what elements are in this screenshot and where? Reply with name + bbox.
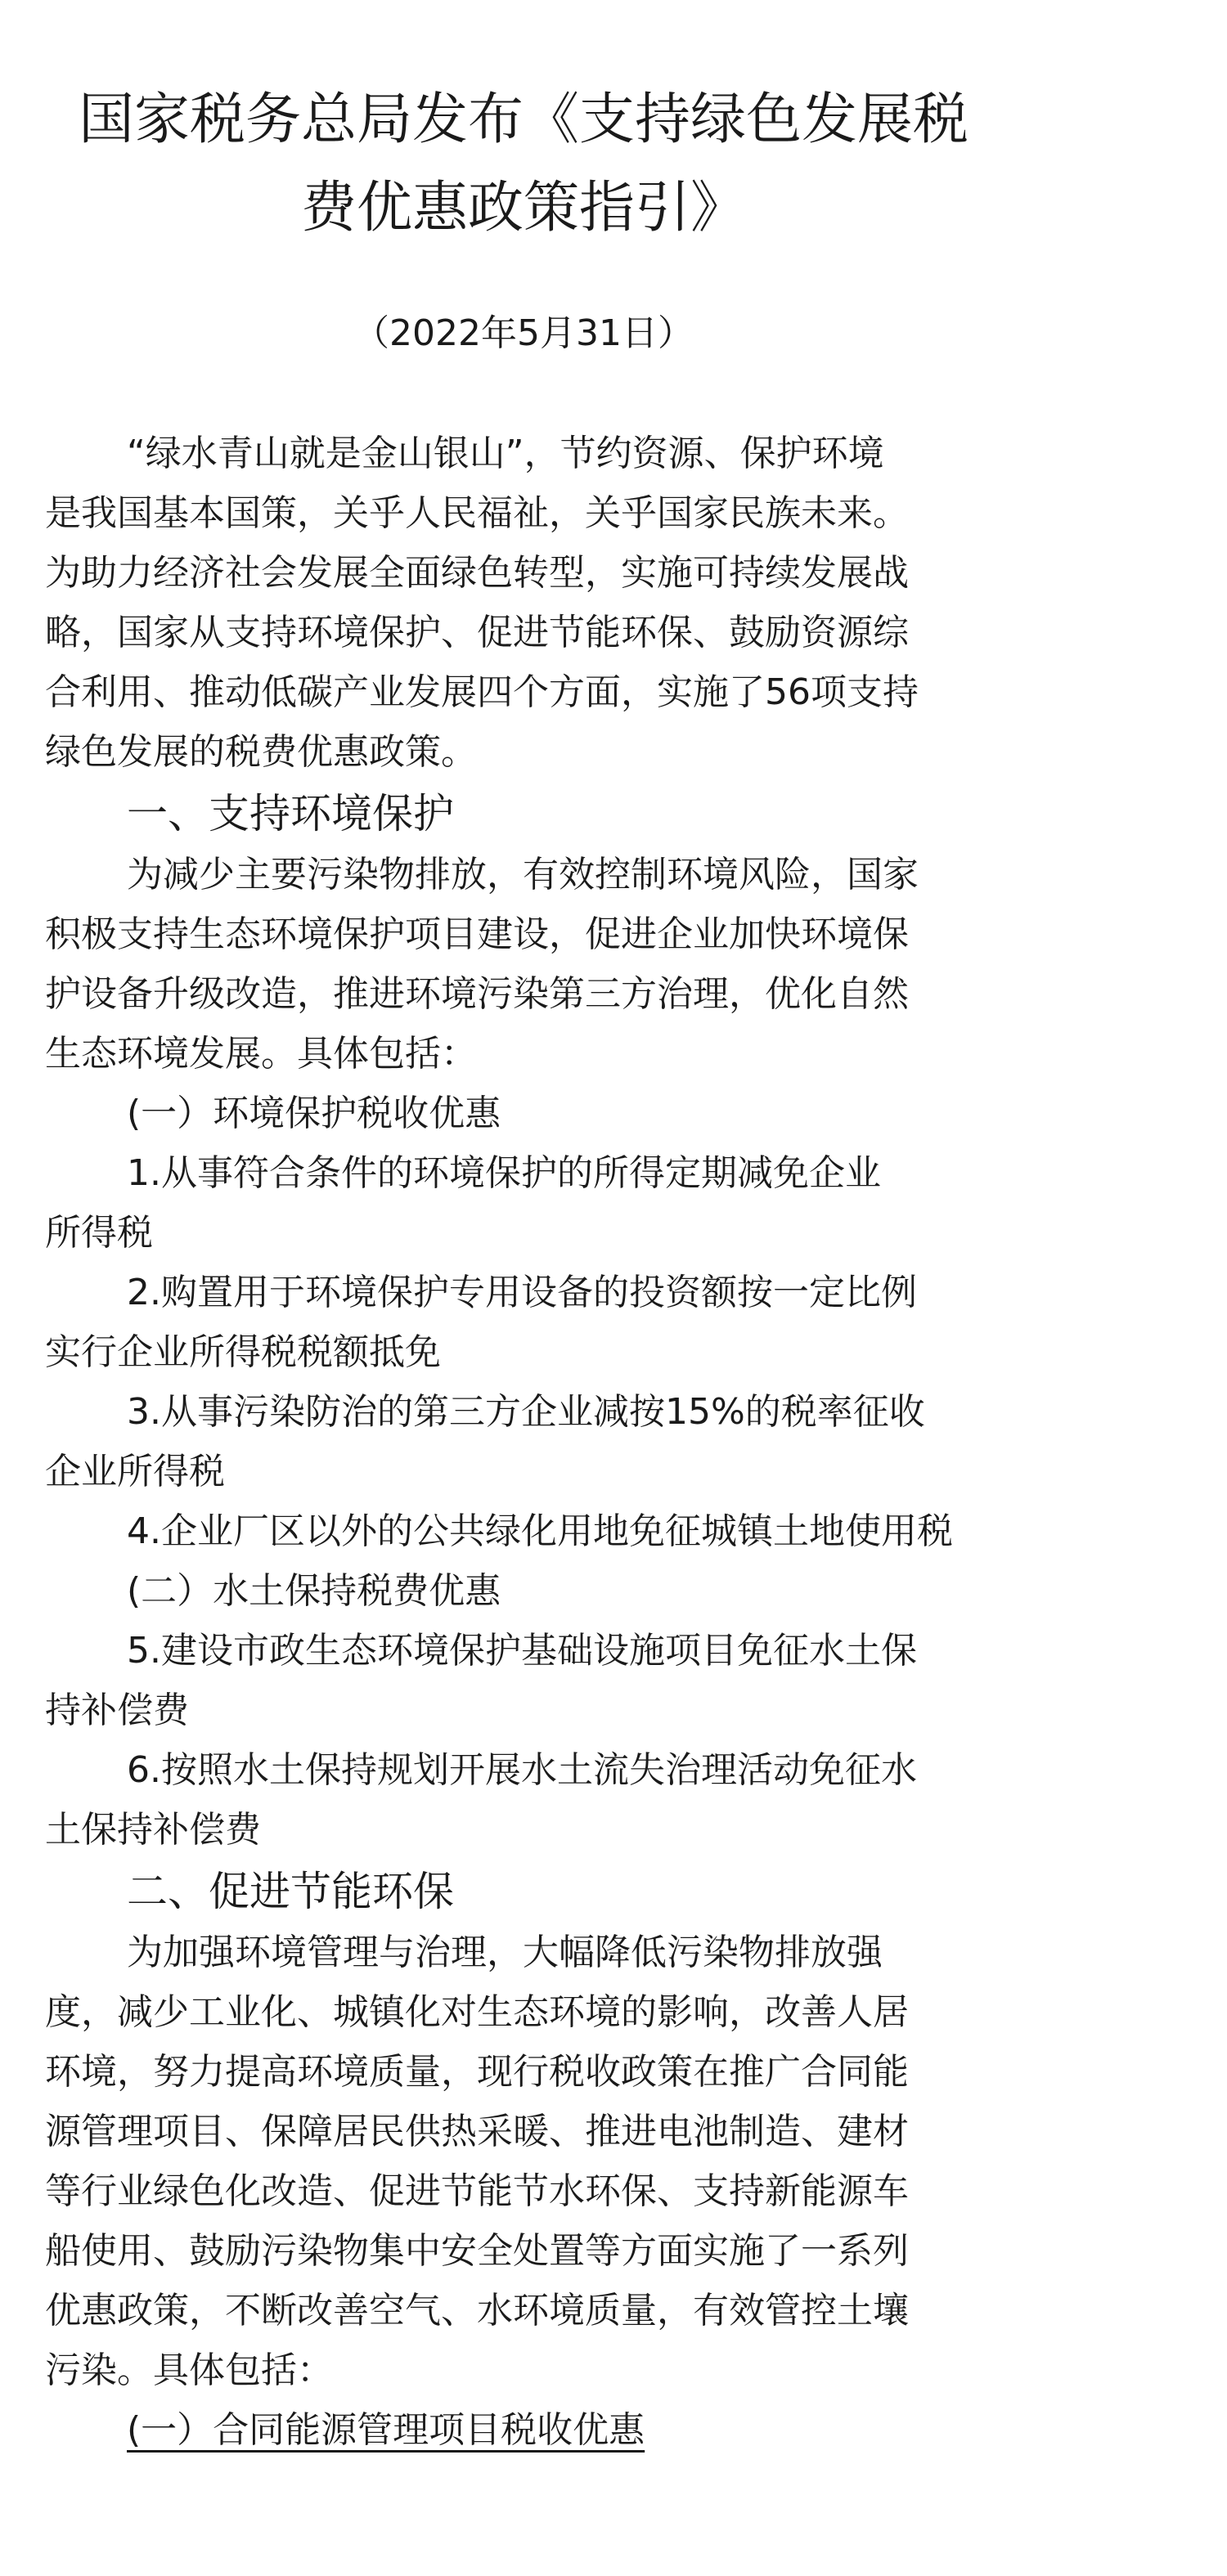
section-1-subheading-1: (一）环境保护税收优惠 <box>127 1093 501 1134</box>
section-2-para-line: 污染。具体包括： <box>45 2349 333 2391</box>
section-1-heading: 一、支持环境保护 <box>127 790 454 837</box>
intro-line: 为助力经济社会发展全面绿色转型，实施可持续发展战 <box>45 552 909 594</box>
section-2-para-line: 为加强环境管理与治理，大幅降低污染物排放强 <box>127 1932 883 1973</box>
section-1-para-line: 生态环境发展。具体包括： <box>45 1033 477 1075</box>
item-6-line: 土保持补偿费 <box>45 1809 261 1851</box>
intro-line: 合利用、推动低碳产业发展四个方面，实施了56项支持 <box>45 671 919 713</box>
section-2-para-line: 船使用、鼓励污染物集中安全处置等方面实施了一系列 <box>45 2230 909 2272</box>
section-2-para-line: 等行业绿色化改造、促进节能节水环保、支持新能源车 <box>45 2170 909 2212</box>
section-2-para-line: 优惠政策，不断改善空气、水环境质量，有效管控土壤 <box>45 2290 909 2331</box>
section-2-para-line: 度，减少工业化、城镇化对生态环境的影响，改善人居 <box>45 1991 909 2033</box>
item-2-line: 实行企业所得税税额抵免 <box>45 1331 441 1373</box>
section-1-para-line: 积极支持生态环境保护项目建设，促进企业加快环境保 <box>45 913 909 955</box>
intro-line: “绿水青山就是金山银山”，节约资源、保护环境 <box>127 433 884 474</box>
section-2-para-line: 源管理项目、保障居民供热采暖、推进电池制造、建材 <box>45 2111 909 2152</box>
section-2-subheading-1: (一）合同能源管理项目税收优惠 <box>127 2409 645 2451</box>
item-1-line: 所得税 <box>45 1212 153 1254</box>
document-title-line-1: 国家税务总局发布《支持绿色发展税 <box>78 88 969 152</box>
intro-line: 绿色发展的税费优惠政策。 <box>45 731 477 773</box>
item-1-line: 1.从事符合条件的环境保护的所得定期减免企业 <box>127 1152 881 1194</box>
item-4-line: 4.企业厂区以外的公共绿化用地免征城镇土地使用税 <box>127 1510 953 1552</box>
item-3-line: 企业所得税 <box>45 1451 225 1492</box>
section-2-para-line: 环境，努力提高环境质量，现行税收政策在推广合同能 <box>45 2051 909 2093</box>
intro-line: 略，国家从支持环境保护、促进节能环保、鼓励资源综 <box>45 612 909 653</box>
document-date: （2022年5月31日） <box>353 312 694 354</box>
section-1-subheading-2: (二）水土保持税费优惠 <box>127 1570 501 1612</box>
section-1-para-line: 为减少主要污染物排放，有效控制环境风险，国家 <box>127 854 919 895</box>
item-3-line: 3.从事污染防治的第三方企业减按15%的税率征收 <box>127 1391 925 1433</box>
section-1-para-line: 护设备升级改造，推进环境污染第三方治理，优化自然 <box>45 973 909 1015</box>
item-5-line: 持补偿费 <box>45 1690 189 1731</box>
item-2-line: 2.购置用于环境保护专用设备的投资额按一定比例 <box>127 1272 917 1313</box>
intro-line: 是我国基本国策，关乎人民福祉，关乎国家民族未来。 <box>45 492 909 534</box>
section-2-heading: 二、促进节能环保 <box>127 1868 454 1915</box>
item-5-line: 5.建设市政生态环境保护基础设施项目免征水土保 <box>127 1630 917 1672</box>
item-6-line: 6.按照水土保持规划开展水土流失治理活动免征水 <box>127 1749 917 1791</box>
document-title-line-2: 费优惠政策指引》 <box>300 176 746 240</box>
